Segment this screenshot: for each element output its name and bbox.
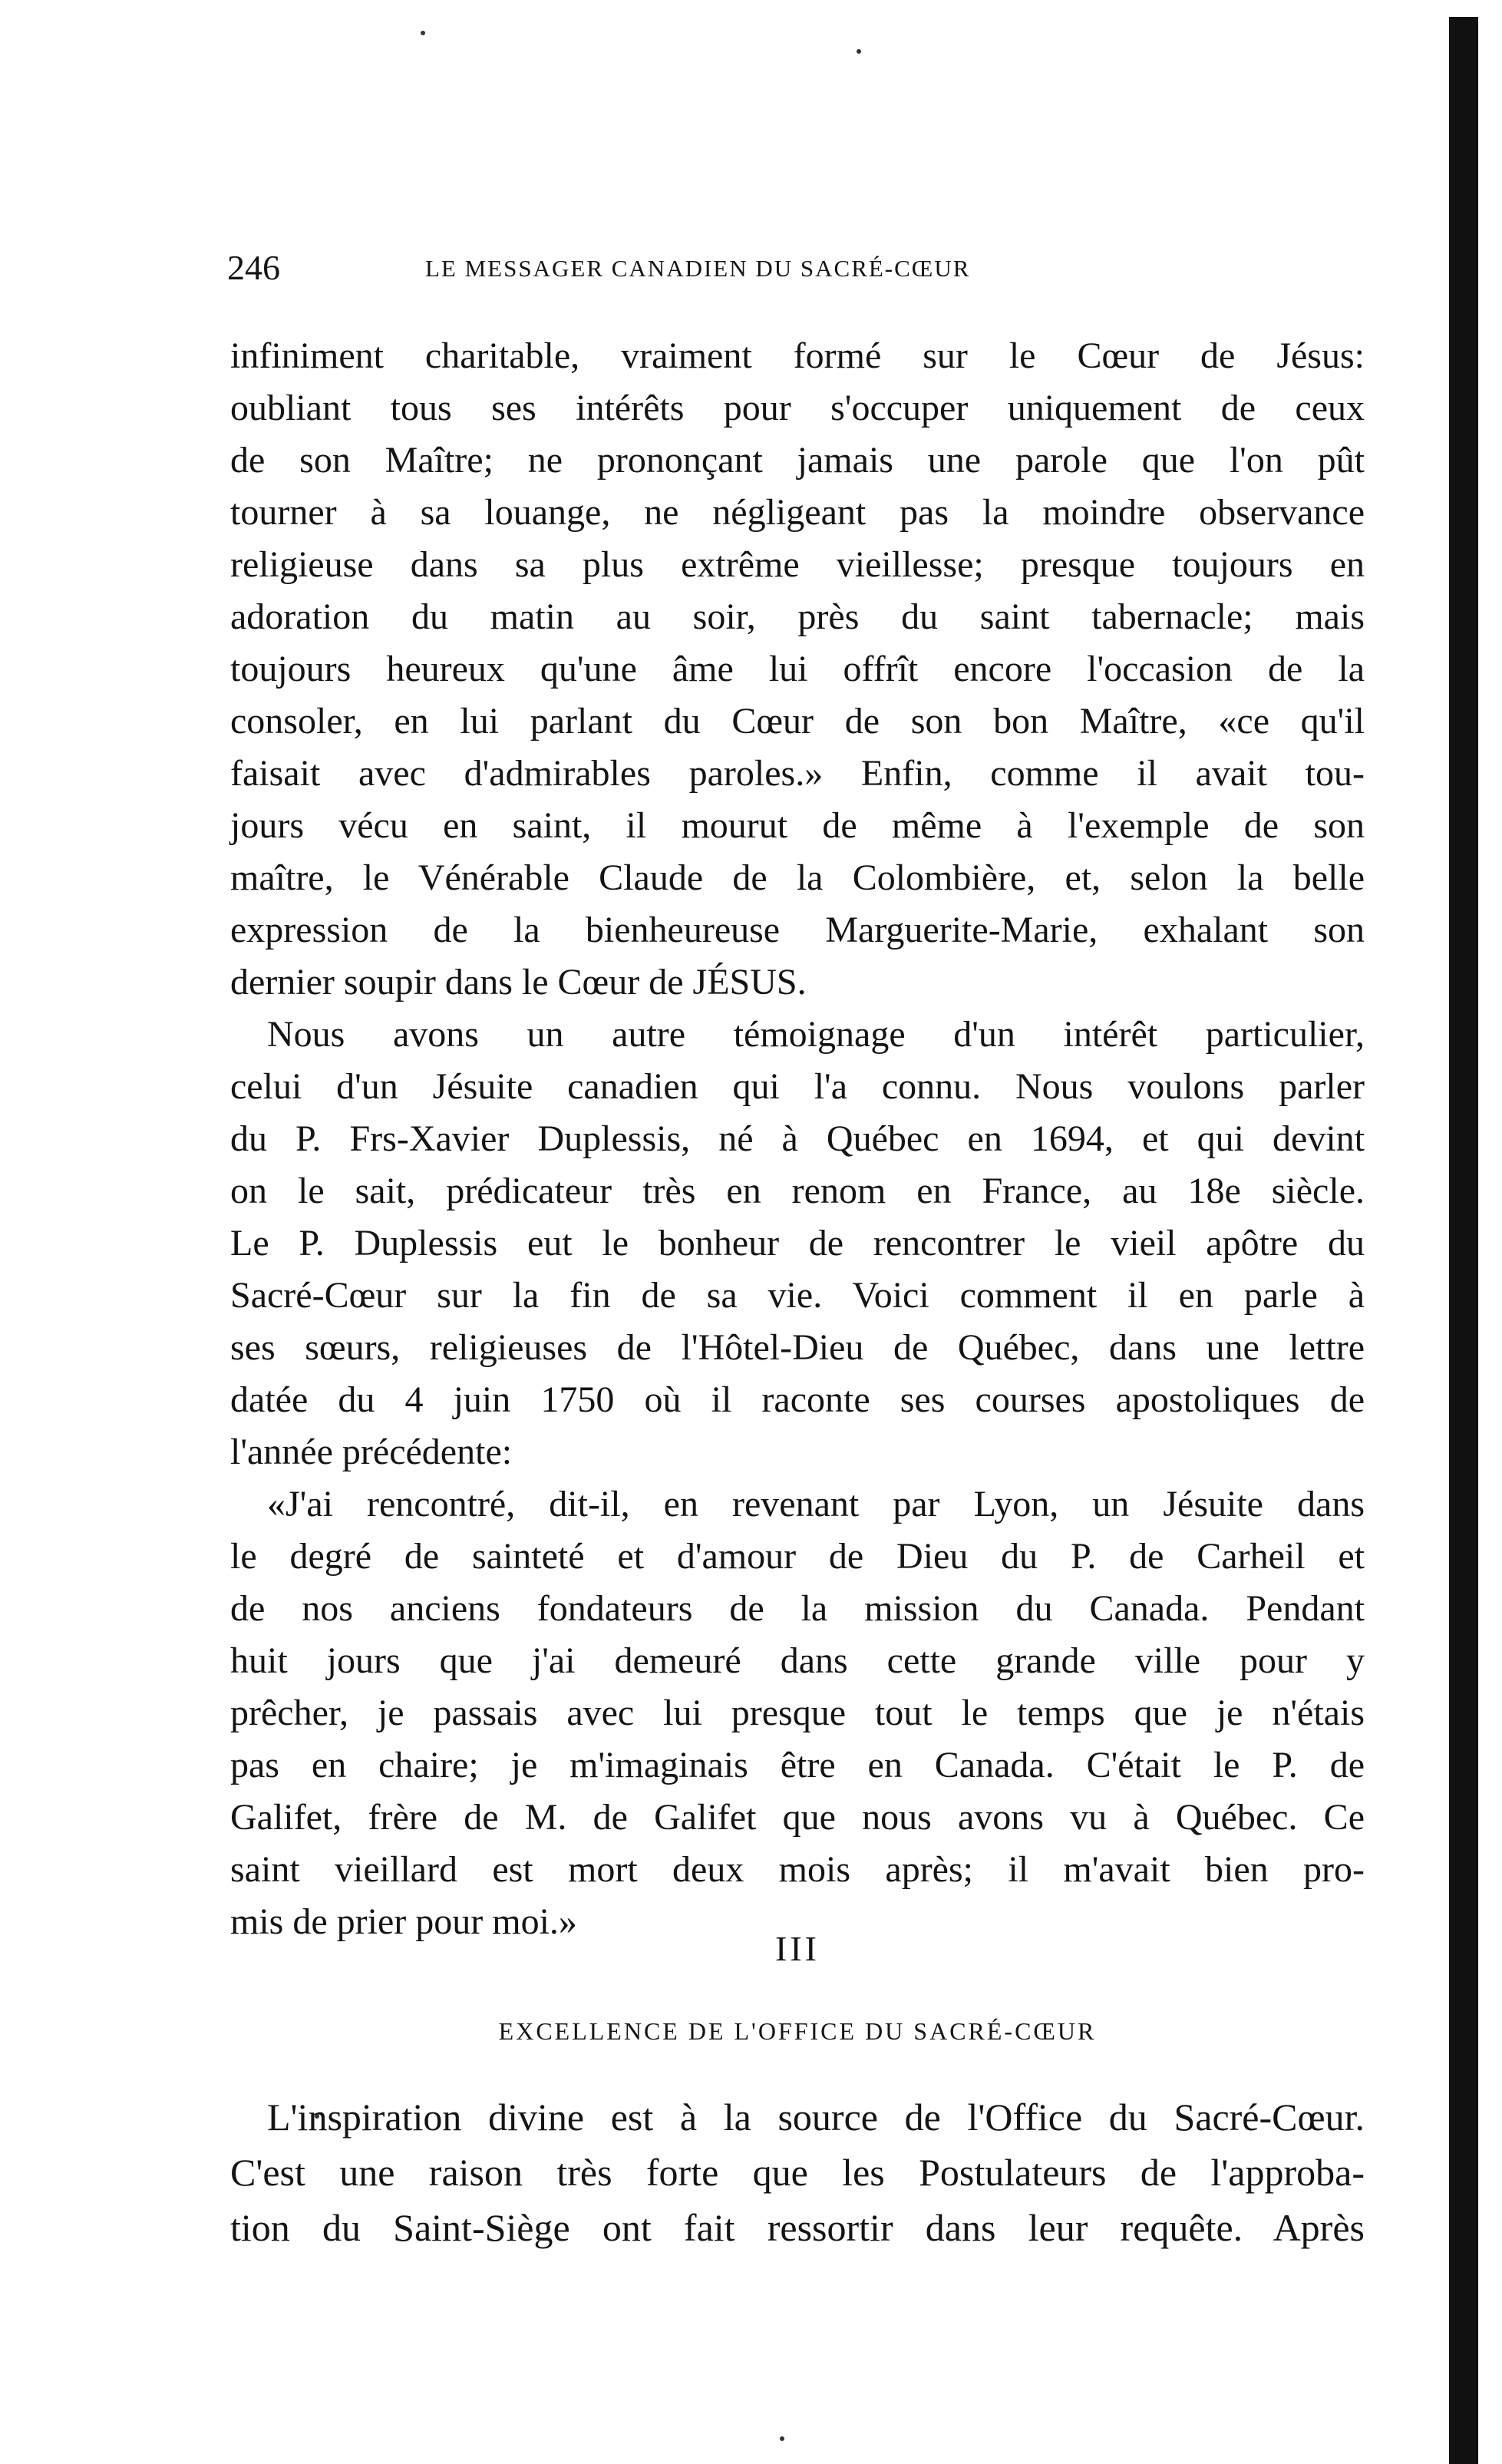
text-line: L'inspiration divine est à la source de l'Office du Sacré-Cœur. <box>267 2096 1365 2139</box>
text-line: datée du 4 juin 1750 où il raconte ses courses apostoliques de <box>230 1379 1365 1420</box>
text-line: Galifet, frère de M. de Galifet que nous avons vu à Québec. Ce <box>230 1797 1365 1838</box>
text-line: maître, le Vénérable Claude de la Colombière, et, selon la belle <box>230 857 1365 898</box>
text-line: du P. Frs-Xavier Duplessis, né à Québec en 1694, et qui devint <box>230 1118 1365 1159</box>
text-line: ses sœurs, religieuses de l'Hôtel-Dieu de Québec, dans une lettre <box>230 1327 1365 1368</box>
text-line: le degré de sainteté et d'amour de Dieu du P. de Carheil et <box>230 1536 1365 1577</box>
text-line: tion du Saint-Siège ont fait ressortir dans leur requête. Après <box>230 2206 1365 2249</box>
scan-edge-shadow <box>1449 17 1478 2464</box>
text-line: C'est une raison très forte que les Postulateurs de l'approba- <box>230 2151 1365 2194</box>
text-line: «J'ai rencontré, dit-il, en revenant par Lyon, un Jésuite dans <box>267 1484 1365 1524</box>
section-number: III <box>775 1929 820 1968</box>
text-line: Sacré-Cœur sur la fin de sa vie. Voici comment il en parle à <box>230 1275 1365 1316</box>
text-line: celui d'un Jésuite canadien qui l'a connu. Nous voulons parler <box>230 1066 1365 1107</box>
text-line: de son Maître; ne prononçant jamais une parole que l'on pût <box>230 440 1365 481</box>
text-line: pas en chaire; je m'imaginais être en Canada. C'était le P. de <box>230 1745 1365 1785</box>
text-line: saint vieillard est mort deux mois après; il m'avait bien pro- <box>230 1849 1365 1890</box>
text-line: jours vécu en saint, il mourut de même à l'exemple de son <box>230 805 1365 846</box>
text-line: faisait avec d'admirables paroles.» Enfin, comme il avait tou- <box>230 753 1365 794</box>
text-line: de nos anciens fondateurs de la mission du Canada. Pendant <box>230 1588 1365 1629</box>
paragraph-1 <box>230 330 1365 1009</box>
scan-speck <box>780 2436 784 2441</box>
text-line: toujours heureux qu'une âme lui offrît encore l'occasion de la <box>230 649 1365 689</box>
text-line: prêcher, je passais avec lui presque tout le temps que je n'étais <box>230 1693 1365 1733</box>
text-line: Nous avons un autre témoignage d'un intérêt particulier, <box>267 1014 1365 1055</box>
page-header <box>227 247 1349 293</box>
scan-speck <box>857 49 861 54</box>
text-line: infiniment charitable, vraiment formé sur le Cœur de Jésus: <box>230 335 1365 376</box>
text-line: l'année précédente: <box>230 1432 513 1472</box>
text-line: Le P. Duplessis eut le bonheur de rencontrer le vieil apôtre du <box>230 1223 1365 1263</box>
section-paragraph <box>230 2089 1365 2255</box>
text-line: on le sait, prédicateur très en renom en France, au 18e siècle. <box>230 1171 1365 1211</box>
text-line: huit jours que j'ai demeuré dans cette grande ville pour y <box>230 1640 1365 1681</box>
text-line: mis de prier pour moi.» <box>230 1901 577 1942</box>
text-line: expression de la bienheureuse Marguerite-Marie, exhalant son <box>230 910 1365 950</box>
text-line: tourner à sa louange, ne négligeant pas la moindre observance <box>230 492 1365 533</box>
text-line: dernier soupir dans le Cœur de JÉSUS. <box>230 962 807 1002</box>
running-head: LE MESSAGER CANADIEN DU SACRÉ-CŒUR <box>425 255 971 282</box>
paragraph-2 <box>230 1009 1365 1478</box>
text-line: oubliant tous ses intérêts pour s'occuper uniquement de ceux <box>230 388 1365 428</box>
section-title: EXCELLENCE DE L'OFFICE DU SACRÉ-CŒUR <box>498 2017 1097 2045</box>
scan-speck <box>421 31 425 35</box>
text-line: religieuse dans sa plus extrême vieillesse; presque toujours en <box>230 544 1365 585</box>
text-line: adoration du matin au soir, près du saint tabernacle; mais <box>230 596 1365 637</box>
paragraph-3 <box>230 1478 1365 1948</box>
text-line: consoler, en lui parlant du Cœur de son bon Maître, «ce qu'il <box>230 701 1365 742</box>
page-number: 246 <box>227 248 280 287</box>
